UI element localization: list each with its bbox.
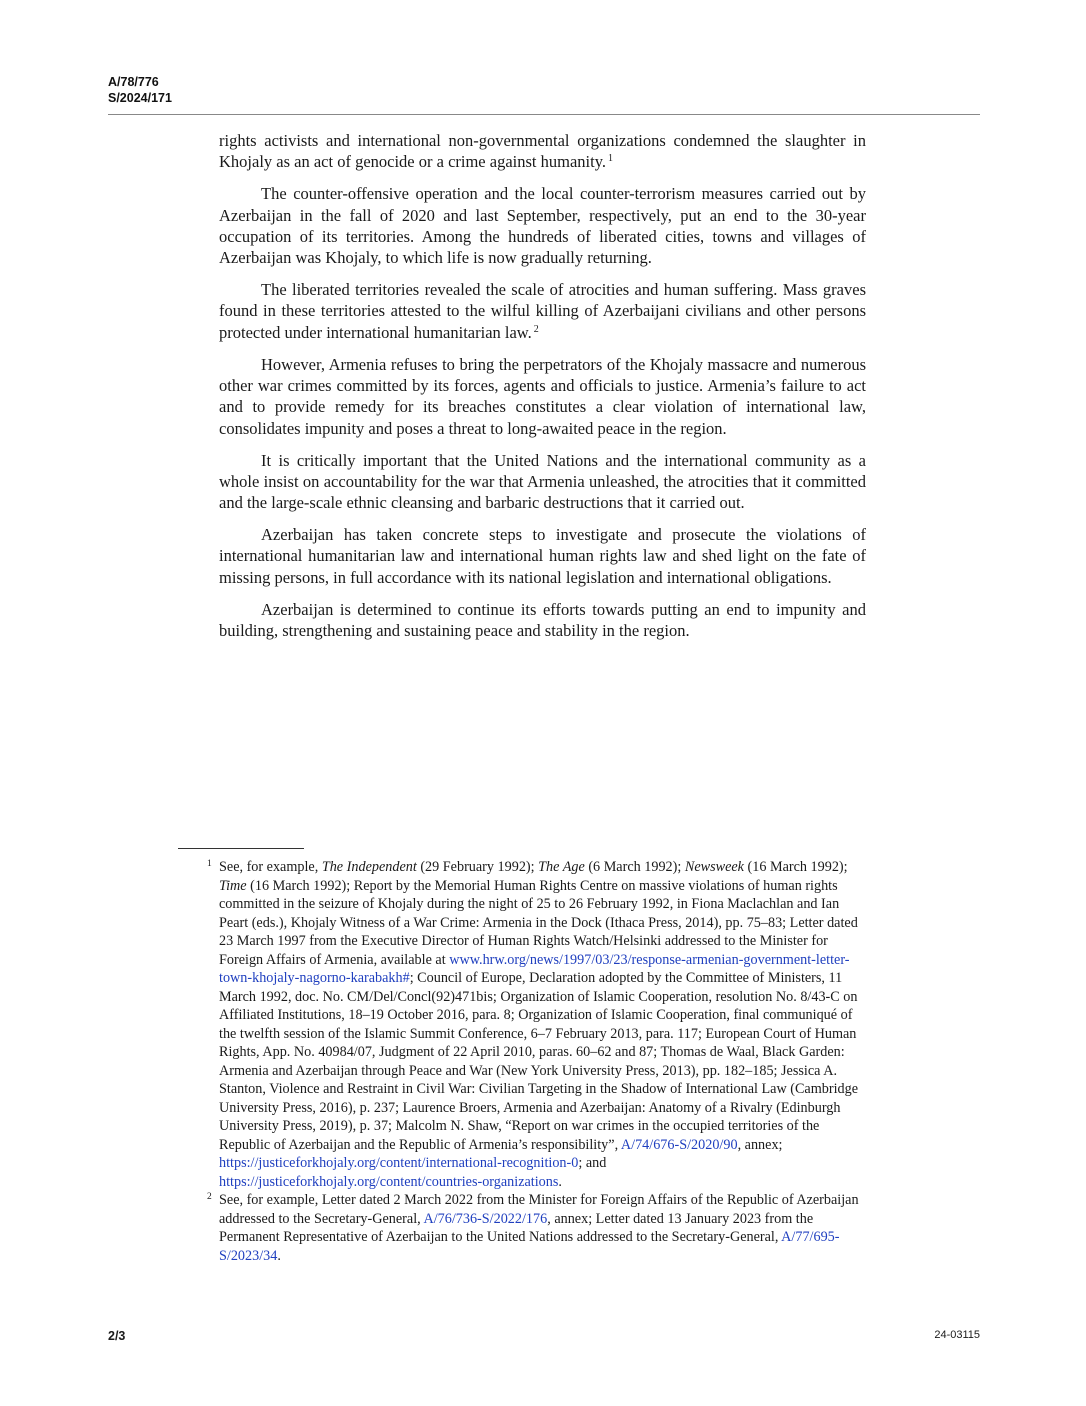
header-divider [108, 114, 980, 115]
paragraph-4: However, Armenia refuses to bring the perpetrators of the Khojaly massacre and numerous other war crimes committed by its forces, agents and officials to justice. Armenia’s failure to act and to provide remedy for its breaches constitutes a clear violation of international law, consolidates impunity and poses a threat to long-awaited peace in the region. [219, 354, 866, 438]
hrw-link[interactable]: www.hrw.org/news/1997/03/23/response-armenian-government-letter-town-khojaly-nagorno-karabakh# [219, 951, 850, 986]
paragraph-6: Azerbaijan has taken concrete steps to investigate and prosecute the violations of international humanitarian law and international human rights law and shed light on the fate of missing persons, in full accordance with its national legislation and international obligations. [219, 525, 866, 587]
page-number: 2/3 [108, 1329, 126, 1343]
paragraph-1: rights activists and international non-governmental organizations condemned the slaughter in Khojaly as an act of genocide or a crime against humanity. $^1$ [219, 131, 866, 172]
un-document-link[interactable]: A/76/736-S/2022/176 [423, 1210, 548, 1227]
un-document-link[interactable]: A/74/676-S/2020/90 [620, 1136, 738, 1153]
footnotes [207, 858, 866, 1265]
justiceforkhojaly-countries-link[interactable]: https://justiceforkhojaly.org/content/countries-organizations [219, 1173, 559, 1190]
justiceforkhojaly-recognition-link[interactable]: https://justiceforkhojaly.org/content/international-recognition-0 [219, 1155, 579, 1171]
job-number: 24-03115 [934, 1329, 980, 1341]
footnote-number: 2 [207, 1192, 212, 1202]
document-symbol [108, 74, 172, 106]
paragraph-7: Azerbaijan is determined to continue its efforts towards putting an end to impunity and building, strengthening and sustaining peace and stability in the region. [219, 599, 866, 641]
footnote-ref-1[interactable]: 1 [608, 153, 614, 165]
footnote-2: 2 See, for example, Letter dated 2 March 2022 from the Minister for Foreign Affairs of the Republic of Azerbaijan addressed to the Secretary-General, A/76/736-S/2022/176, annex; Letter dated 13 January 2023 from the Permanent Representative of Azerbaijan to the United Nations addressed to the Secretary-General, A/77/695-S/2023/34. [219, 1191, 866, 1265]
paragraph-2: The counter-offensive operation and the local counter-terrorism measures carried out by Azerbaijan in the fall of 2020 and last September, respectively, put an end to the 30-year occupation of its territories. Among the hundreds of liberated cities, towns and villages of Azerbaijan was Khojaly, to which life is now gradually returning. [219, 184, 866, 268]
footnote-1: 1 See, for example, The Independent (29 February 1992); The Age (6 March 1992); Newsweek (16 March 1992); Time (16 March 1992); Report by the Memorial Human Rights Centre on massive violations of human rights committed in the seizure of Khojaly during the night of 25 to 26 February 1992, in Fiona Maclachlan and Ian Peart (eds.), Khojaly Witness of a War Crime: Armenia in the Dock (Ithaca Press, 2014), pp. 75–83; Letter dated 23 March 1997 from the Executive Director of Human Rights Watch/Helsinki addressed to the Minister for Foreign Affairs of Armenia, available at www.hrw.org/news/1997/03/23/response-armenian-government-letter-town-khojaly-nagorno-karabakh#; Council of Europe, Declaration adopted by the Committee of Ministers, 11 March 1992, doc. No. CM/Del/Concl(92)471bis; Organization of Islamic Cooperation, resolution No. 8/43-C on Affiliated Institutions, 18–19 October 2016, para. 8; Organization of Islamic Cooperation, final communiqué of the twelfth session of the Islamic Summit Conference, 6–7 February 2013, para. 117; European Court of Human Rights, App. No. 40984/07, Judgment of 22 April 2010, paras. 60–62 and 87; Thomas de Waal, Black Garden: Armenia and Azerbaijan through Peace and War (New York University Press, 2013), pp. 182–185; Jessica A. Stanton, Violence and Restraint in Civil War: Civilian Targeting in the Shadow of International Law (Cambridge University Press, 2016), p. 237; Laurence Broers, Armenia and Azerbaijan: Anatomy of a Rivalry (Edinburgh University Press, 2019), p. 37; Malcolm N. Shaw, “Report on war crimes in the occupied territories of the Republic of Azerbaijan and the Republic of Armenia’s responsibility”, A/74/676-S/2020/90, annex; https://justiceforkhojaly.org/content/international-recognition-0; and https://justiceforkhojaly.org/content/countries-organizations. [219, 858, 866, 1191]
document-symbol-sc: S/2024/171 [108, 91, 172, 105]
document-symbol-ga: A/78/776 [108, 75, 159, 89]
footnote-number: 1 [207, 859, 212, 869]
un-document-link[interactable]: A/77/695-S/2023/34 [219, 1229, 840, 1264]
footnote-ref-2[interactable]: 2 [533, 323, 539, 335]
footnote-divider [178, 848, 304, 849]
paragraph-5: It is critically important that the United Nations and the international community as a whole insist on accountability for the war that Armenia unleashed, the atrocities that it committed and the large-scale ethnic cleansing and barbaric destructions that it carried out. [219, 450, 866, 513]
letter-body [219, 130, 866, 652]
paragraph-3: The liberated territories revealed the scale of atrocities and human suffering. Mass graves found in these territories attested to the wilful killing of Azerbaijani civilians and other persons protected under international humanitarian law. $^2$ [219, 280, 866, 342]
